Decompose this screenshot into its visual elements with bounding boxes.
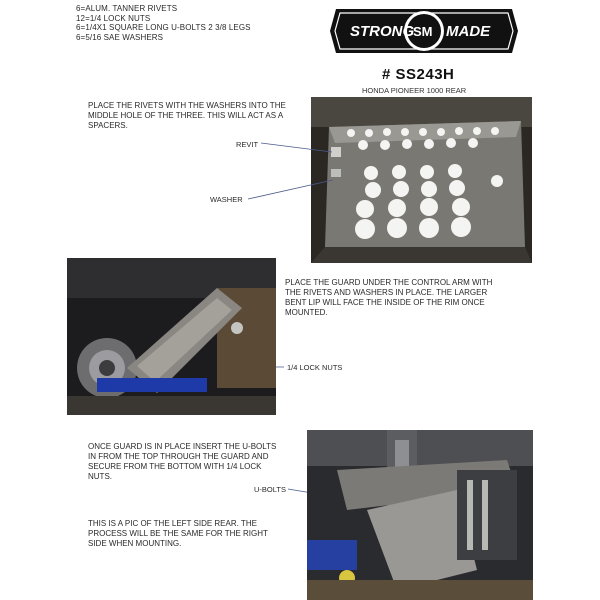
u-bolts-photo-graphic xyxy=(307,430,533,600)
u-bolts-callout-label: U-BOLTS xyxy=(254,485,286,494)
logo-mark: SM xyxy=(413,24,433,39)
washer-callout-label: WASHER xyxy=(210,195,243,204)
page-subtitle: HONDA PIONEER 1000 REAR xyxy=(362,86,467,95)
guard-install-photo xyxy=(67,258,276,415)
logo-text-right: MADE xyxy=(446,23,491,40)
rivet-callout-label: REVIT xyxy=(236,140,259,149)
step1-instructions: PLACE THE RIVETS WITH THE WASHERS INTO THE MIDDLE HOLE OF THE THREE. THIS WILL ACT AS A SPACERS. xyxy=(88,101,286,130)
parts-list-item: 6=1/4X1 SQUARE LONG U-BOLTS 2 3/8 LEGS xyxy=(76,23,251,32)
parts-list-item: 6=ALUM. TANNER RIVETS xyxy=(76,4,178,13)
step2-instructions: PLACE THE GUARD UNDER THE CONTROL ARM WITH THE RIVETS AND WASHERS IN PLACE. THE LARGER BENT LIP WILL FACE THE INSIDE OF THE RIM ONCE MOUNTED. xyxy=(285,278,493,317)
u-bolts-photo xyxy=(307,430,533,600)
parts-list-item: 6=5/16 SAE WASHERS xyxy=(76,32,164,42)
side-note: THIS IS A PIC OF THE LEFT SIDE REAR. THE PROCESS WILL BE THE SAME FOR THE RIGHT SIDE WHEN MOUNTING. xyxy=(88,519,268,548)
parts-list-item: 12=1/4 LOCK NUTS xyxy=(76,13,151,23)
part-number: # SS243H xyxy=(382,66,455,83)
lock-nuts-callout-label: 1/4 LOCK NUTS xyxy=(287,363,343,372)
logo-text-left: STRONG xyxy=(350,23,415,40)
guard-install-photo-graphic xyxy=(67,258,276,415)
step3-instructions: ONCE GUARD IS IN PLACE INSERT THE U-BOLTS IN FROM THE TOP THROUGH THE GUARD AND SECURE FROM THE BOTTOM WITH 1/4 LOCK NUTS. xyxy=(88,442,277,481)
